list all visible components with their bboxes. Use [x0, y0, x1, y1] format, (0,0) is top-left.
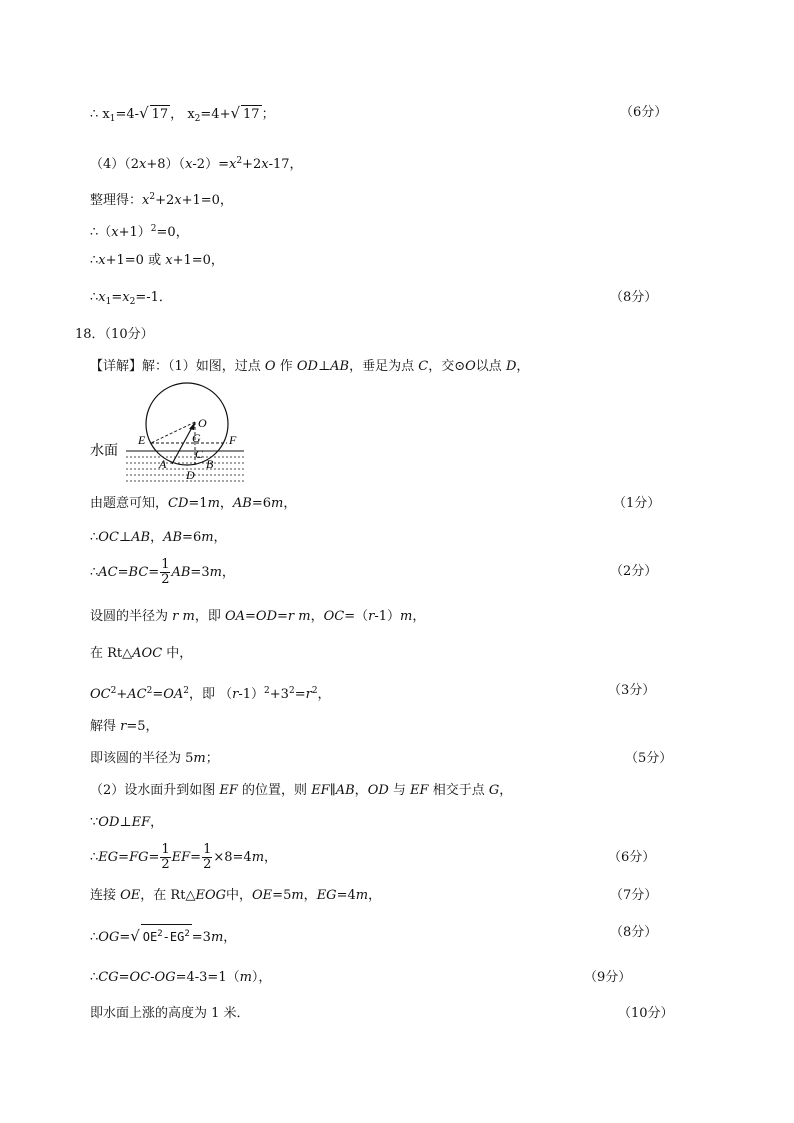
score-label: （6分）	[620, 105, 668, 120]
solution-line-factors: ∴x+1=0 或 x+1=0，	[90, 253, 224, 268]
fraction: $\frac{1}{2}$	[161, 842, 170, 872]
solution-radius: 设圆的半径为 r m，即 OA=OD=r m，OC=（r-1）m，	[90, 609, 426, 624]
radical-sign: √	[130, 927, 140, 945]
label-c: C	[195, 447, 204, 461]
question-heading: 18．（10分）	[75, 327, 154, 342]
solution-radius-result: 即该圆的半径为 5m；	[90, 751, 219, 766]
solution-line-roots: $\therefore x_1=x_2=-1$．	[90, 290, 172, 307]
score-label: （8分）	[610, 290, 658, 305]
solution-intro: 【详解】解：（1）如图，过点 O 作 OD⊥AB，垂足为点 C，交⊙O以点 D，	[90, 359, 530, 374]
water-label: 水面	[90, 444, 118, 459]
solution-perp: ∴OC⊥AB，AB=6m，	[90, 530, 227, 545]
solution-line-x-values: ∴ $x_1=4-√$ 17 ， $x_2=4+√$ 17 ；	[90, 104, 275, 124]
circle-water-diagram	[88, 380, 258, 488]
solution-eg: ∴EG=FG= $\frac{1}{2}$ EF= $\frac{1}{2}$ ×8=4m，	[90, 842, 278, 872]
solution-pythagoras: $OC^2+AC^2=OA^2$，即 $(r-1)^2+3^2=r^2$，	[90, 686, 331, 702]
fraction: $\frac{1}{2}$	[203, 842, 212, 872]
fraction: $\frac{1}{2}$	[161, 557, 170, 587]
solution-half-chord: ∴AC=BC= $\frac{1}{2}$ AB=3m，	[90, 557, 235, 587]
solution-given: 由题意可知，CD=1m，AB=6m，	[90, 496, 297, 511]
label-g: G	[192, 431, 201, 445]
score-label: （5分）	[625, 751, 673, 766]
solution-og: ∴OG=√ $OE^2-EG^2 =3m$，	[90, 924, 236, 947]
score-label: （9分）	[584, 970, 632, 985]
label-d: D	[186, 468, 195, 482]
arrow-head-icon	[189, 422, 195, 430]
score-label: （8分）	[610, 925, 658, 940]
score-label: （10分）	[618, 1006, 674, 1021]
radicand: $OE^2-EG^2$	[141, 924, 192, 946]
score-label: （1分）	[613, 496, 661, 511]
score-label: （2分）	[610, 564, 658, 579]
radical-sign: √	[139, 104, 149, 122]
solution-solve: 解得 r=5，	[90, 719, 159, 734]
solution-connect: 连接 OE，在 Rt△EOG中，OE=5m，EG=4m，	[90, 888, 382, 903]
solution-cg: ∴CG=OC-OG=4-3=1（m），	[90, 970, 272, 985]
label-a: A	[159, 457, 167, 471]
solution-triangle: 在 Rt△AOC 中，	[90, 646, 193, 661]
label-o: O	[198, 416, 207, 430]
label-b: B	[206, 457, 214, 471]
solution-conclusion: 即水面上涨的高度为 1 米．	[90, 1006, 250, 1021]
label-f: F	[229, 433, 237, 447]
score-label: （3分）	[608, 683, 656, 698]
solution-line-part4: $(4)(2x+8)(x-2)=x^2+2x-17$，	[90, 156, 303, 172]
label-e: E	[138, 433, 146, 447]
score-label: （6分）	[608, 850, 656, 865]
solution-line-square: $\therefore(x+1)^2=0$，	[90, 224, 189, 240]
circle-o	[146, 383, 228, 465]
score-label: （7分）	[610, 888, 658, 903]
solution-because: ∵OD⊥EF，	[90, 815, 164, 830]
solution-line-simplify: 整理得：$x^2+2x+1=0$，	[90, 192, 233, 208]
line-oe	[151, 422, 195, 443]
radical-sign: √	[230, 104, 241, 122]
solution-part2: （2）设水面升到如图 EF 的位置，则 EF∥AB，OD 与 EF 相交于点 G，	[90, 783, 513, 798]
